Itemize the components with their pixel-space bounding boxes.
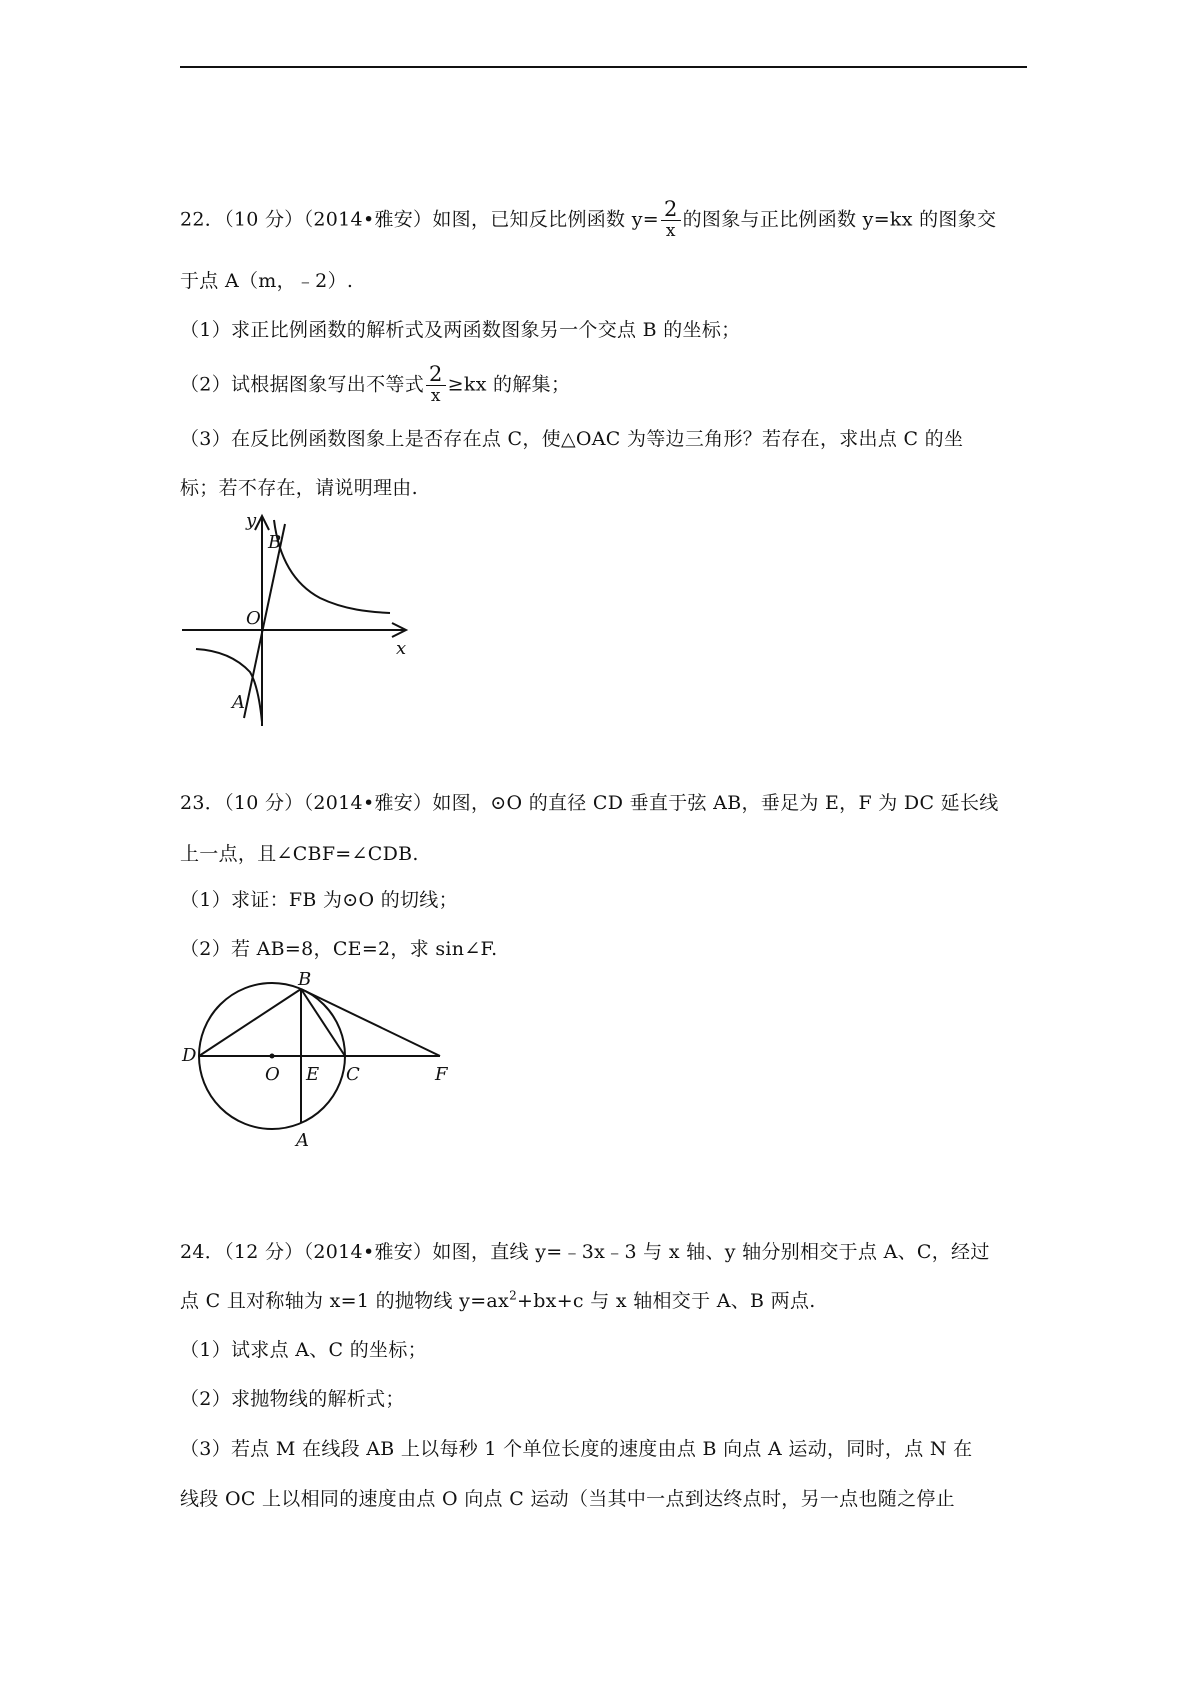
q24-line2-text-start: 点 C 且对称轴为 x=1 的抛物线 y=ax <box>180 1290 510 1312</box>
q22-line1 <box>180 197 997 241</box>
q23-line1: 23．（10 分）（2014•雅安）如图，⊙O 的直径 CD 垂直于弦 AB，垂足为 E，F 为 DC 延长线 <box>180 792 999 814</box>
label-e: E <box>306 1064 320 1085</box>
label-b: B <box>268 532 282 553</box>
q22-part2 <box>180 362 571 406</box>
q24-part3-line1: （3）若点 M 在线段 AB 上以每秒 1 个单位长度的速度由点 B 向点 A 运动，同时，点 N 在 <box>180 1438 973 1460</box>
q22-line2: 于点 A（m，﹣2）. <box>180 270 354 292</box>
label-f: F <box>435 1064 448 1085</box>
q22-fraction <box>661 199 681 240</box>
label-c: C <box>346 1064 360 1085</box>
q22-part2-fraction <box>426 364 446 405</box>
center-point <box>270 1054 275 1059</box>
segment-db <box>199 989 301 1056</box>
fraction-denominator: x <box>430 386 441 406</box>
exponent: 2 <box>509 1288 517 1303</box>
q24-part3-line2: 线段 OC 上以相同的速度由点 O 向点 C 运动（当其中一点到达终点时，另一点也随之停止 <box>180 1488 955 1510</box>
label-o: O <box>246 608 261 629</box>
fraction-numerator: 2 <box>661 199 681 221</box>
q24-line2-text-end: +bx+c 与 x 轴相交于 A、B 两点. <box>517 1290 816 1312</box>
fraction-denominator: x <box>665 221 676 241</box>
q24-line2 <box>180 1286 816 1316</box>
q24-part2: （2）求抛物线的解析式； <box>180 1388 405 1410</box>
q22-graph-figure <box>180 508 420 730</box>
q24-line1: 24．（12 分）（2014•雅安）如图，直线 y=﹣3x﹣3 与 x 轴、y 轴分别相交于点 A、C，经过 <box>180 1241 990 1263</box>
q22-text-end: 的图象与正比例函数 y=kx 的图象交 <box>682 208 997 231</box>
hyperbola-branch-left <box>196 649 262 722</box>
label-x: x <box>396 638 407 659</box>
label-y: y <box>246 510 257 531</box>
label-o: O <box>265 1064 280 1085</box>
q22-part3-line2: 标；若不存在，请说明理由. <box>180 477 418 499</box>
label-a: A <box>232 692 245 713</box>
label-b: B <box>298 969 312 990</box>
hyperbola-branch-right <box>274 520 390 613</box>
q22-text-start: 22．（10 分）（2014•雅安）如图，已知反比例函数 y= <box>180 208 659 231</box>
q23-part1: （1）求证：FB 为⊙O 的切线； <box>180 889 458 911</box>
q22-part2-text-start: （2）试根据图象写出不等式 <box>180 373 424 396</box>
q23-circle-figure <box>180 968 450 1156</box>
label-d: D <box>182 1045 197 1066</box>
q22-part2-text-end: ≥kx 的解集； <box>447 373 571 396</box>
fraction-numerator: 2 <box>426 364 446 386</box>
q23-line2: 上一点，且∠CBF=∠CDB. <box>180 843 419 865</box>
label-a: A <box>296 1130 309 1151</box>
q22-part3-line1: （3）在反比例函数图象上是否存在点 C，使△OAC 为等边三角形？若存在，求出点 C 的坐 <box>180 428 964 450</box>
header-rule <box>180 66 1027 68</box>
q24-part1: （1）试求点 A、C 的坐标； <box>180 1339 427 1361</box>
q22-part1: （1）求正比例函数的解析式及两函数图象另一个交点 B 的坐标； <box>180 319 741 341</box>
q23-part2: （2）若 AB=8，CE=2，求 sin∠F. <box>180 938 498 960</box>
